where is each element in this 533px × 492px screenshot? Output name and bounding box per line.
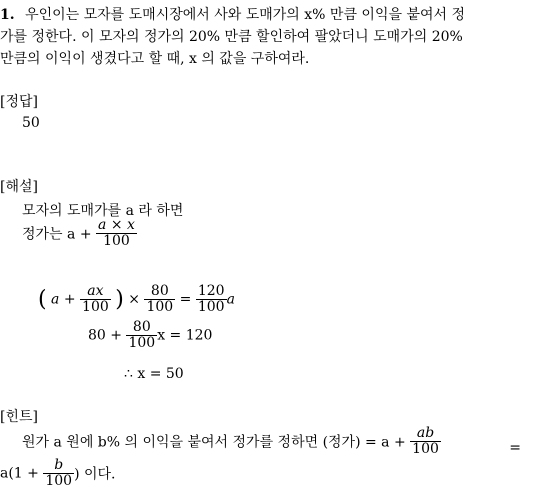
- fraction-numerator: ab: [410, 426, 441, 442]
- times-sign: ×: [128, 291, 140, 308]
- eq1-fraction-1: [80, 284, 111, 315]
- eq1-a: a +: [51, 291, 76, 308]
- solution-header: [해설]: [0, 179, 38, 195]
- fraction-denominator: 100: [128, 335, 156, 351]
- answer-value: 50: [22, 115, 40, 131]
- fraction-denominator: 100: [45, 473, 73, 489]
- equation-1: [38, 284, 235, 315]
- eq1-fraction-3: [196, 284, 227, 315]
- problem-line-1: [0, 4, 465, 24]
- fraction-numerator: ax: [80, 284, 111, 300]
- solution-line-2-fraction: [96, 218, 137, 249]
- solution-line-2: [22, 218, 137, 249]
- fraction-denominator: 100: [412, 441, 439, 457]
- left-paren: (: [38, 287, 47, 312]
- equation-2: [88, 320, 212, 351]
- solution-line-1: 모자의 도매가를 a 라 하면: [22, 203, 184, 219]
- fraction-denominator: 100: [146, 299, 174, 315]
- hint-equals: =: [509, 440, 521, 456]
- fraction-numerator: a × x: [98, 217, 135, 233]
- hint-line-2-prefix: a(1 +: [0, 465, 39, 482]
- fraction-numerator: 80: [126, 320, 157, 336]
- hint-fraction-1: [410, 426, 441, 457]
- hint-line-2-suffix: ) 이다.: [74, 466, 116, 483]
- problem-line-2: 가를 정한다. 이 모자의 정가의 20% 만큼 할인하여 팔았더니 도매가의 20%: [0, 29, 463, 45]
- eq2-fraction: [126, 320, 157, 351]
- problem-number: 1.: [0, 7, 15, 23]
- fraction-numerator: b: [43, 458, 74, 474]
- answer-header: [정답]: [0, 94, 38, 110]
- fraction-numerator: 120: [197, 283, 225, 299]
- right-paren: ): [115, 287, 124, 312]
- equals-sign: =: [179, 291, 192, 308]
- eq1-fraction-2: [144, 284, 175, 315]
- fraction-denominator: 100: [82, 299, 109, 315]
- equation-3: ∴ x = 50: [124, 366, 184, 382]
- hint-header: [힌트]: [0, 409, 38, 425]
- problem-line-3: 만큼의 이익이 생겼다고 할 때, x 의 값을 구하여라.: [0, 51, 310, 67]
- hint-fraction-2: [43, 458, 74, 489]
- eq2-prefix: 80 +: [88, 327, 122, 344]
- fraction-denominator: 100: [197, 299, 225, 315]
- eq1-tail: a: [226, 291, 235, 308]
- problem-text-1: 우인이는 모자를 도매시장에서 사와 도매가의 x% 만큼 이익을 붙여서 정: [25, 7, 465, 23]
- eq2-suffix: x = 120: [157, 327, 213, 344]
- solution-line-2-prefix: 정가는 a +: [22, 226, 92, 243]
- fraction-denominator: 100: [103, 233, 130, 249]
- fraction-numerator: 80: [144, 284, 175, 300]
- hint-line-1-text: 원가 a 원에 b% 의 이익을 붙여서 정가를 정하면 (정가) = a +: [22, 434, 406, 451]
- hint-line-2: [0, 458, 116, 489]
- hint-line-1: [22, 426, 533, 457]
